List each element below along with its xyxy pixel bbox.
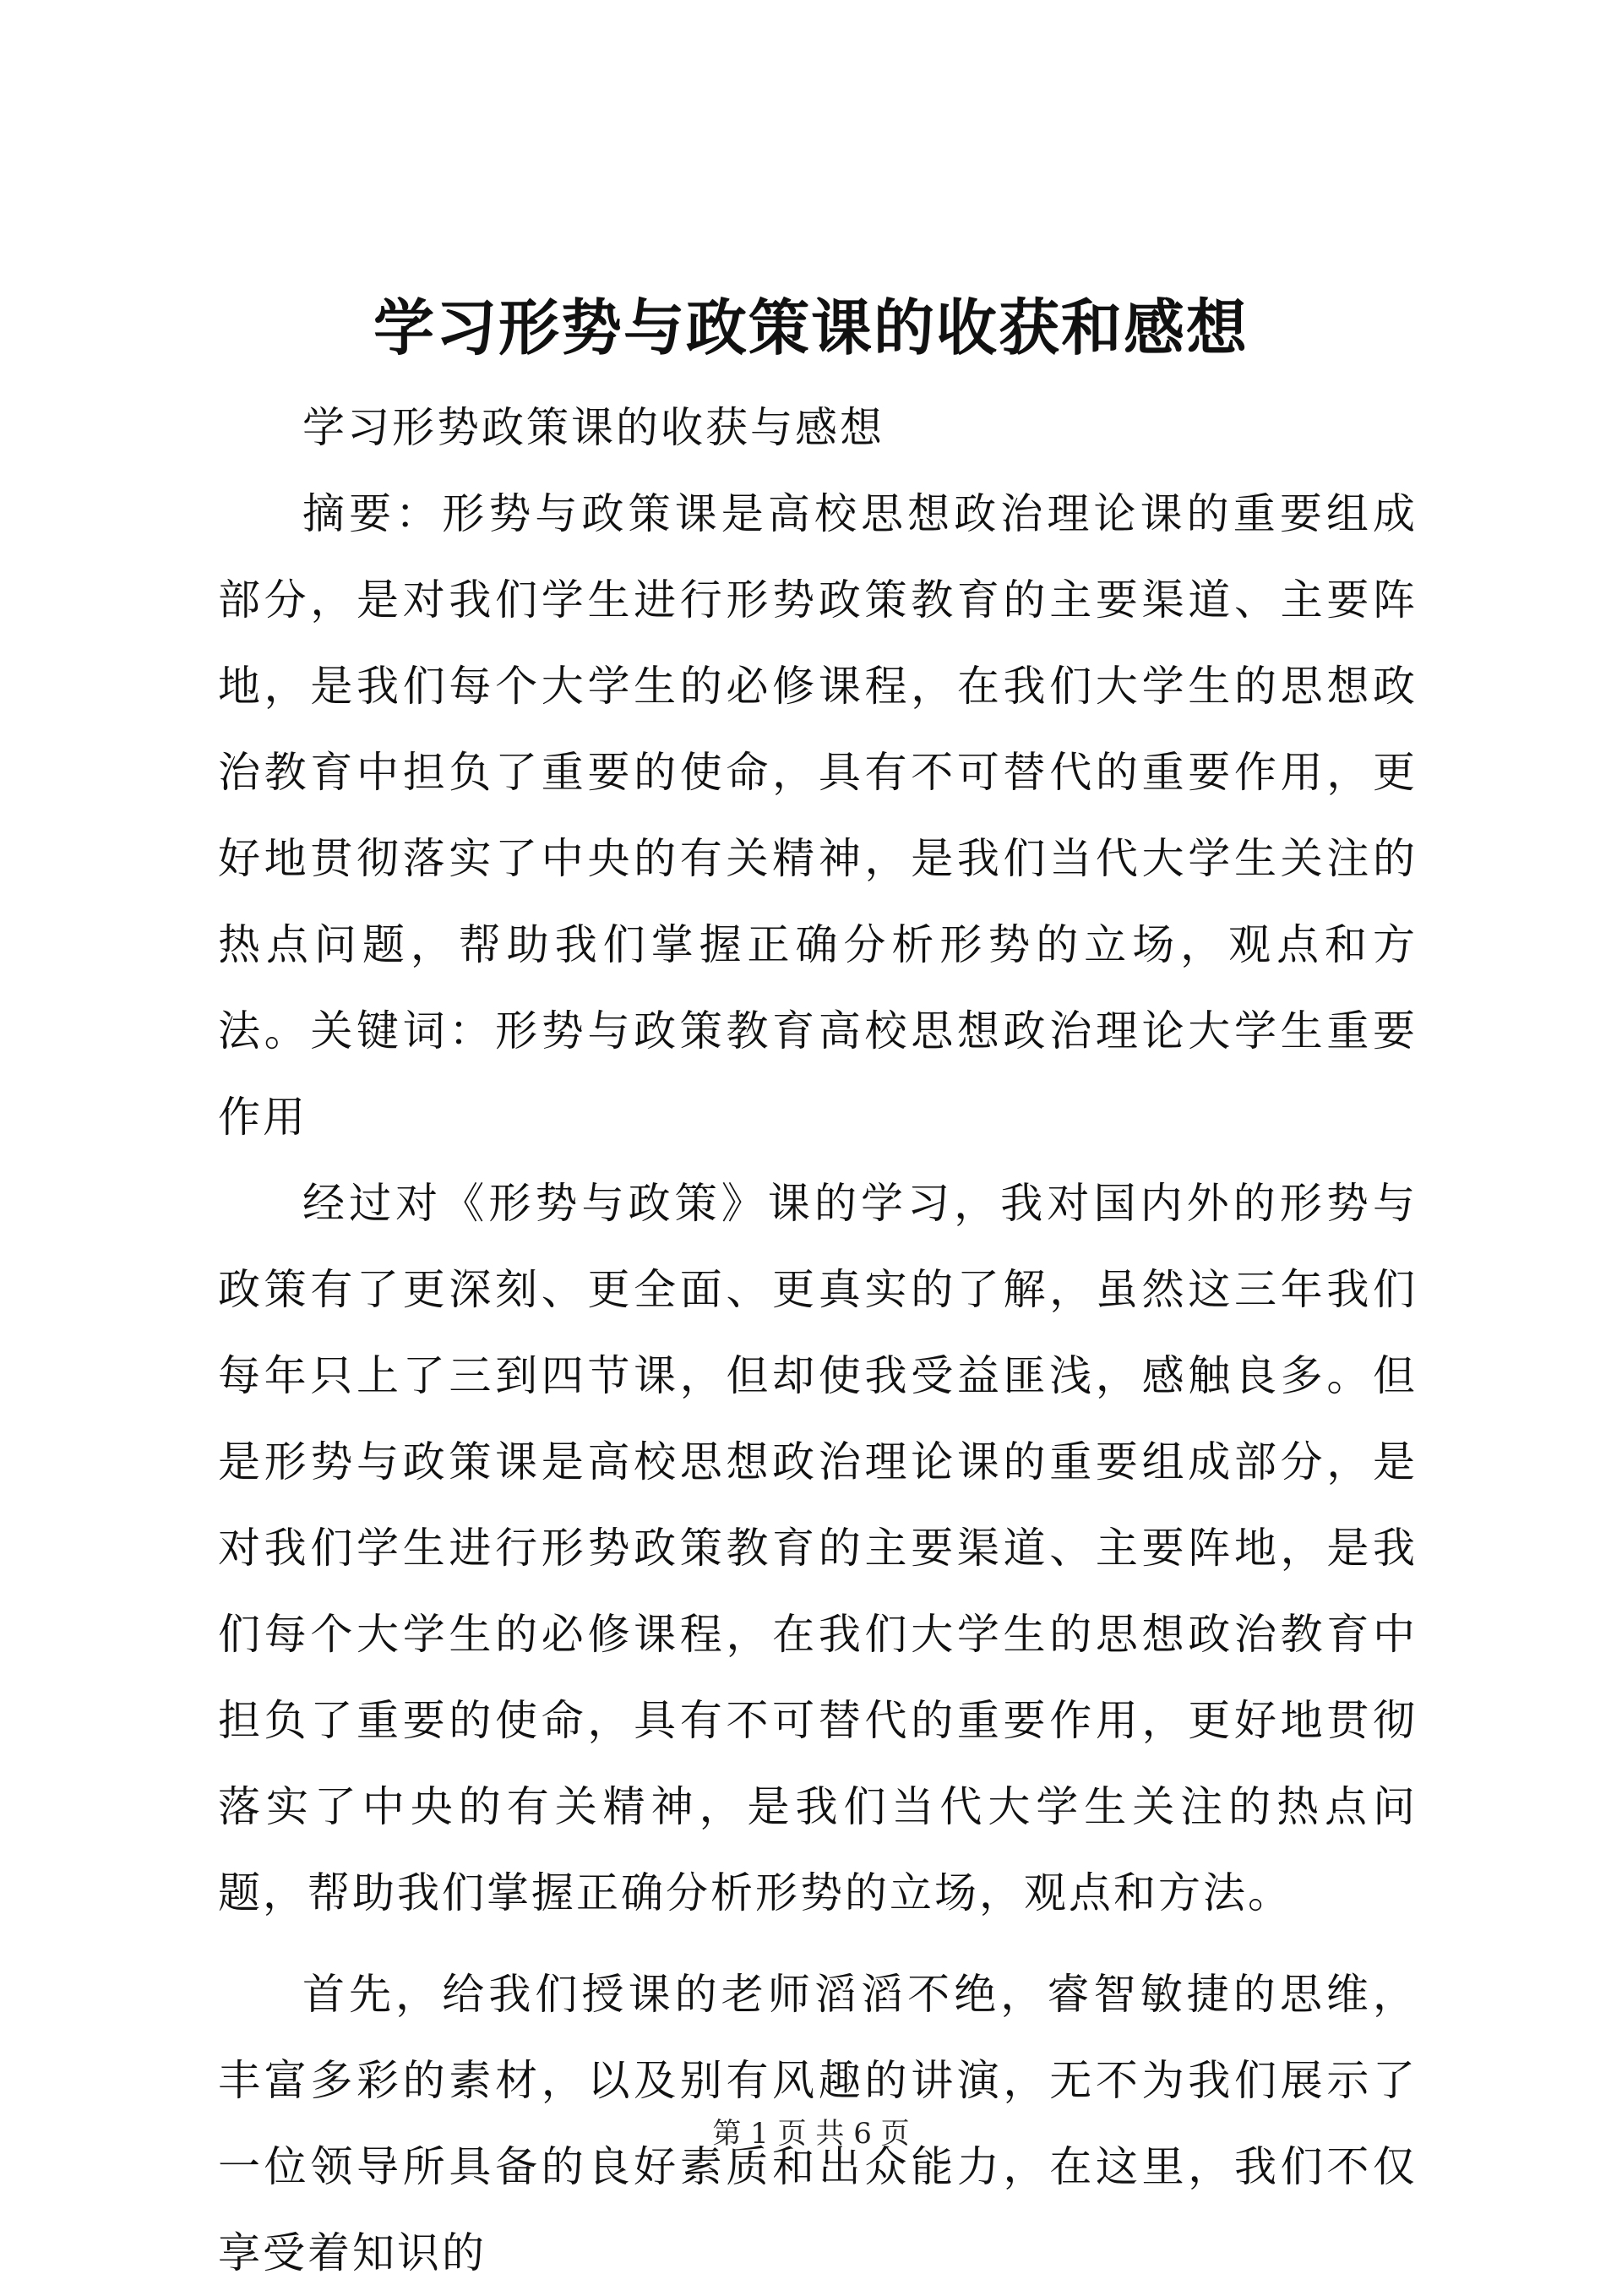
body-paragraph-2: 首先，给我们授课的老师滔滔不绝，睿智敏捷的思维，丰富多彩的素材，以及别有风趣的讲演，无不为我们展示了一位领导所具备的良好素质和出众能力，在这里，我们不仅享受着知识的 — [218, 1970, 1418, 2277]
document-body — [218, 384, 1418, 2296]
document-title: 学习形势与政策课的收获和感想 — [373, 292, 1249, 363]
abstract-paragraph: 摘要：形势与政策课是高校思想政治理论课的重要组成部分，是对我们学生进行形势政策教育的主要渠道、主要阵地，是我们每个大学生的必修课程，在我们大学生的思想政治教育中担负了重要的使命，具有不可替代的重要作用，更好地贯彻落实了中央的有关精神，是我们当代大学生关注的热点问题，帮助我们掌握正确分析形势的立场，观点和方法。关键词：形势与政策教育高校思想政治理论大学生重要作用 — [218, 489, 1418, 1142]
subtitle-paragraph: 学习形势政策课的收获与感想 — [302, 403, 884, 452]
body-paragraph-1: 经过对《形势与政策》课的学习，我对国内外的形势与政策有了更深刻、更全面、更真实的了解，虽然这三年我们每年只上了三到四节课，但却使我受益匪浅，感触良多。但是形势与政策课是高校思想政治理论课的重要组成部分，是对我们学生进行形势政策教育的主要渠道、主要阵地，是我们每个大学生的必修课程，在我们大学生的思想政治教育中担负了重要的使命，具有不可替代的重要作用，更好地贯彻落实了中央的有关精神，是我们当代大学生关注的热点问题，帮助我们掌握正确分析形势的立场，观点和方法。 — [218, 1179, 1418, 1917]
page-number-footer: 第 1 页 共 6 页 — [712, 2117, 910, 2151]
